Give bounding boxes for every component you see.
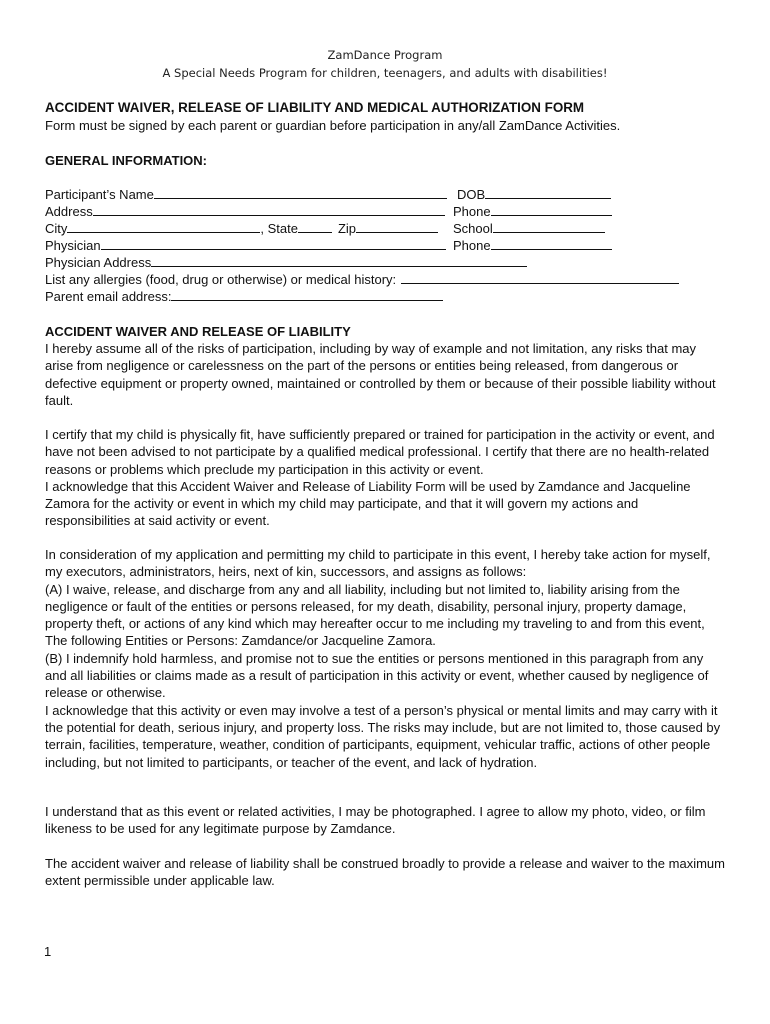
page-number: 1 xyxy=(44,944,52,959)
phone-row xyxy=(453,203,612,220)
waiver-paragraph-2 xyxy=(45,426,725,530)
physician-label: Physician xyxy=(45,238,101,253)
form-instruction: Form must be signed by each parent or guardian before participation in any/all ZamDance Activities. xyxy=(45,118,621,133)
waiver-text-p1: I hereby assume all of the risks of participation, including by way of example and not limitation, any risks that may arise from negligence or carelessness on the part of the persons or entities being released, from dangerous or defective equipment or property owned, maintained or controlled by them or because of their possible liability without fault. xyxy=(45,341,716,408)
school-field[interactable] xyxy=(493,220,605,233)
dob-label: DOB xyxy=(457,187,486,202)
city-field[interactable] xyxy=(67,220,260,233)
school-label: School xyxy=(453,221,493,236)
physician-address-row xyxy=(45,254,527,271)
waiver-text-p2: I certify that my child is physically fit, have sufficiently prepared or trained for participation in the activity or event, and have not been advised to not participate by a qualified medical professional. I certify that there are no health-related reasons or problems which preclude my participation in this activity or event. xyxy=(45,427,715,477)
participant-name-label: Participant’s Name xyxy=(45,187,154,202)
waiver-heading: ACCIDENT WAIVER AND RELEASE OF LIABILITY xyxy=(45,324,351,339)
state-label: , State xyxy=(260,221,298,236)
zip-field[interactable] xyxy=(356,220,438,233)
state-field[interactable] xyxy=(298,220,332,233)
city-label: City xyxy=(45,221,68,236)
parent-email-field[interactable] xyxy=(171,288,443,301)
waiver-paragraph-1 xyxy=(45,340,725,409)
waiver-text-p6: (B) I indemnify hold harmless, and promise not to sue the entities or persons mentioned in this paragraph from any and all liabilities or claims made as a result of participation in this activity or event, whether caused by negligence of release or otherwise. xyxy=(45,650,709,701)
phone-label: Phone xyxy=(453,204,491,219)
waiver-text-p9: The accident waiver and release of liability shall be construed broadly to provide a release and waiver to the maximum extent permissible under applicable law. xyxy=(45,856,725,889)
phone-field[interactable] xyxy=(491,203,612,216)
physician-row xyxy=(45,237,446,254)
parent-email-row xyxy=(45,288,443,305)
waiver-text-p3: I acknowledge that this Accident Waiver and Release of Liability Form will be used by Zamdance and Jacqueline Zamora for the activity or event in which my child may participate, and that it will govern my actions and responsibilities at said activity or event. xyxy=(45,478,691,529)
city-row xyxy=(45,220,438,237)
allergies-field[interactable] xyxy=(401,271,679,284)
physician-field[interactable] xyxy=(101,237,446,250)
zip-label: Zip xyxy=(337,221,357,236)
participant-name-field[interactable] xyxy=(154,186,447,199)
address-label: Address xyxy=(45,204,93,219)
physician-address-label: Physician Address xyxy=(45,255,152,270)
waiver-text-p8: I understand that as this event or related activities, I may be photographed. I agree to allow my photo, video, or film likeness to be used for any legitimate purpose by Zamdance. xyxy=(45,804,706,837)
program-name: ZamDance Program xyxy=(327,48,443,62)
address-field[interactable] xyxy=(93,203,445,216)
physician-address-field[interactable] xyxy=(151,254,527,267)
parent-email-label: Parent email address: xyxy=(45,289,172,304)
program-subtitle: A Special Needs Program for children, teenagers, and adults with disabilities! xyxy=(162,66,608,80)
waiver-paragraph-4 xyxy=(45,803,725,838)
participant-name-row xyxy=(45,186,447,203)
waiver-text-p4: In consideration of my application and permitting my child to participate in this event, I hereby take action for myself, my executors, administrators, heirs, next of kin, successors, and assigns as follows: xyxy=(45,547,711,580)
allergies-row xyxy=(45,271,679,288)
physician-phone-field[interactable] xyxy=(491,237,612,250)
general-info-heading: GENERAL INFORMATION: xyxy=(45,153,208,168)
address-row xyxy=(45,203,445,220)
waiver-paragraph-5 xyxy=(45,855,725,890)
dob-field[interactable] xyxy=(485,186,611,199)
waiver-text-p5: (A) I waive, release, and discharge from any and all liability, including but not limited to, liability arising from the negligence or fault of the entities or persons released, for my death, disability, personal injury, property damage, property theft, or actions of any kind which may hereafter occur to me including my traveling to and from this event, The following Entities or Persons: Zamdance/or Jacqueline Zamora. xyxy=(45,581,705,649)
waiver-paragraph-3 xyxy=(45,546,725,771)
dob-row xyxy=(457,186,611,203)
form-title: ACCIDENT WAIVER, RELEASE OF LIABILITY AND MEDICAL AUTHORIZATION FORM xyxy=(45,100,585,115)
physician-phone-row xyxy=(453,237,612,254)
physician-phone-label: Phone xyxy=(453,238,491,253)
school-row xyxy=(453,220,605,237)
allergies-label: List any allergies (food, drug or otherwise) or medical history: xyxy=(45,272,397,287)
waiver-text-p7: I acknowledge that this activity or even may involve a test of a person’s physical or mental limits and may carry with it the potential for death, serious injury, and property loss. The risks may include, but are not limited to, those caused by terrain, facilities, temperature, weather, condition of participants, equipment, vehicular traffic, actions of other people including, but not limited to participants, or teacher of the event, and lack of hydration. xyxy=(45,702,721,770)
